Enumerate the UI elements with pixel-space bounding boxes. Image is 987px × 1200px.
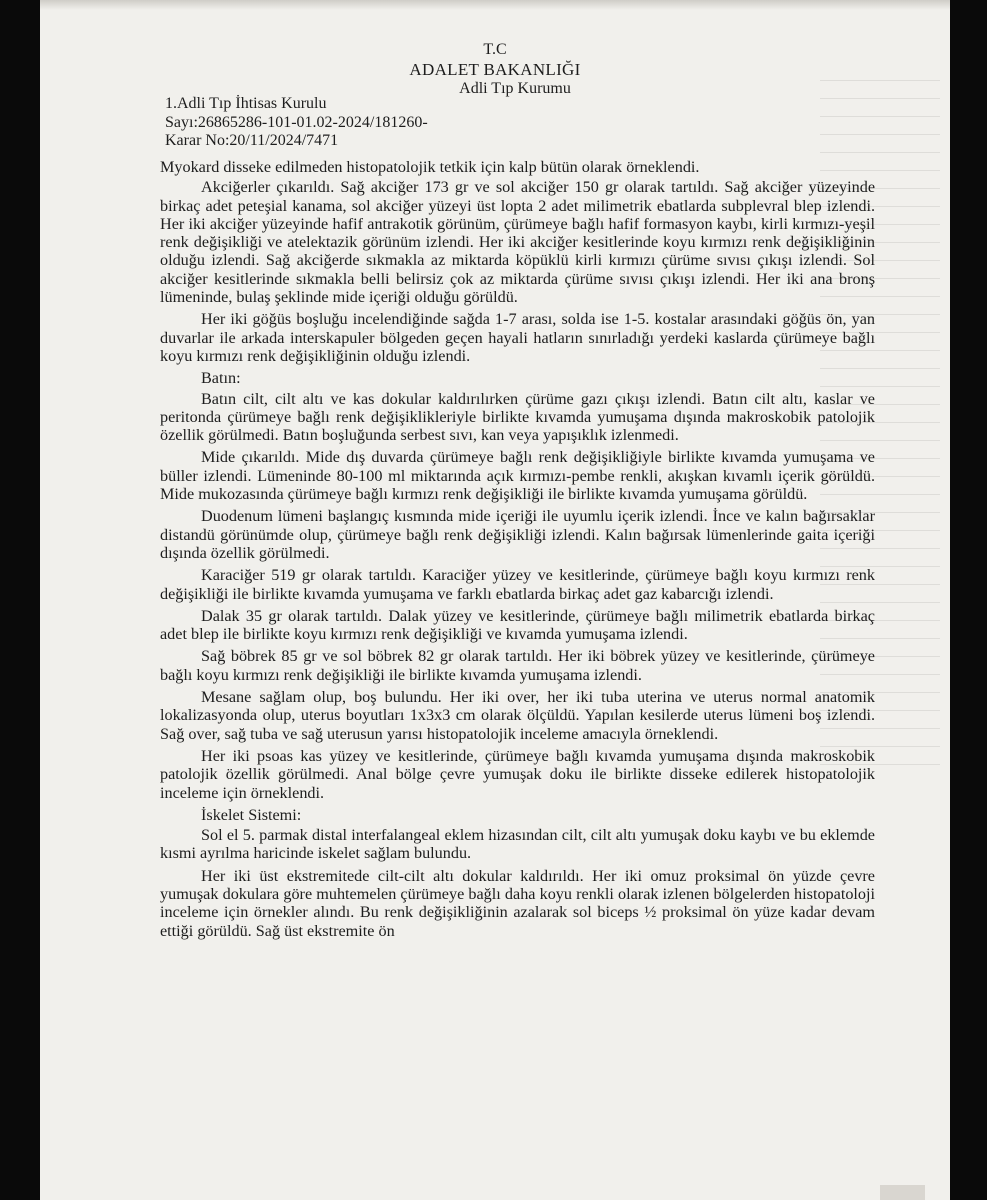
page-corner-mark (880, 1185, 925, 1200)
section-heading-skeleton: İskelet Sistemi: (201, 805, 302, 824)
paragraph-bladder-uterus: Mesane sağlam olup, boş bulundu. Her iki over, her iki tuba uterina ve uterus normal anatomik lokalizasyonda olup, uterus boyutları 1x3x3 cm olarak ölçüldü. Yapılan kesilerde uterus lümeni boş izlendi. Sağ over, sağ tuba ve sağ uterusun yarısı histopatolojik inceleme amacıyla örneklendi. (160, 688, 875, 743)
paragraph-spleen: Dalak 35 gr olarak tartıldı. Dalak yüzey ve kesitlerinde, çürümeye bağlı milimetrik ebatlarda birkaç adet blep ile birlikte koyu kırmızı renk değişikliği ve kıvamda yumuşama izlendi. (160, 606, 875, 644)
paragraph-heart: Myokard disseke edilmeden histopatolojik tetkik için kalp bütün olarak örneklendi. (160, 158, 700, 176)
paragraph-stomach: Mide çıkarıldı. Mide dış duvarda çürümeye bağlı renk değişikliğiyle birlikte kıvamda yumuşama ve büller izlendi. Lümeninde 80-100 ml miktarında açık kırmızı-pembe renkli, akışkan kıvamlı içerik görüldü. Mide mukozasında çürümeye bağlı kırmızı renk değişikliği ile birlikte kıvamda yumuşama görüldü. (160, 448, 875, 504)
header-line-institute: Adli Tıp Kurumu (459, 80, 571, 97)
document-page (40, 0, 950, 1200)
paragraph-kidneys: Sağ böbrek 85 gr ve sol böbrek 82 gr olarak tartıldı. Her iki böbrek yüzey ve kesitlerinde, çürümeye bağlı koyu kırmızı renk değişikliği ile birlikte kıvamda yumuşama izlendi. (160, 647, 875, 684)
board-name: 1.Adli Tıp İhtisas Kurulu (165, 95, 327, 112)
document-number: Sayı:26865286-101-01.02-2024/181260- (165, 113, 428, 131)
paragraph-lungs: Akciğerler çıkarıldı. Sağ akciğer 173 gr ve sol akciğer 150 gr olarak tartıldı. Sağ akciğer yüzeyinde birkaç adet peteşial kanama, sol akciğer yüzeyi üst lopta 2 adet milimetrik ebatlarda subplevral blep izlendi. Her iki akciğer yüzeyinde hafif antrakotik görünüm, çürümeye bağlı hafif formasyon kaybı, kirli kırmızı-yeşil renk değişikliği ve atelektazik görünüm izlendi. Her iki akciğer kesitlerinde koyu kırmızı renk değişikliğinin olduğu izlendi. Sağ akciğerde sıkmakla az miktarda köpüklü kirli kırmızı çürüme sıvısı çıkışı izlendi. Sol akciğer kesitlerinde sıkmakla belli belirsiz çok az miktarda çürüme sıvısı çıkışı izlendi. Her iki ana bronş lümeninde, bulaş şeklinde mide içeriği olduğu görüldü. (160, 178, 875, 307)
paragraph-upper-extremities: Her iki üst ekstremitede cilt-cilt altı dokular kaldırıldı. Her iki omuz proksimal ön yüzde çevre yumuşak dokulara göre muhtemelen çürümeye bağlı daha koyu renkli olarak izlenen bölgelerden histopatoloji inceleme için örnekler alındı. Bu renk değişikliğinin azalarak sol biceps ½ proksimal ön yüze kadar devam ettiği görüldü. Sağ üst ekstremite ön (160, 866, 875, 940)
letterhead (40, 40, 950, 98)
paragraph-hand: Sol el 5. parmak distal interfalangeal eklem hizasından cilt, cilt altı yumuşak doku kaybı ve bu eklemde kısmi ayrılma haricinde iskelet sağlam bulundu. (160, 826, 875, 863)
paragraph-psoas: Her iki psoas kas yüzey ve kesitlerinde, çürümeye bağlı kıvamda yumuşama dışında makroskobik patolojik özellik görülmedi. Anal bölge çevre yumuşak doku ile birlikte disseke edilerek histopatolojik inceleme için örneklendi. (160, 746, 875, 802)
decision-number: Karar No:20/11/2024/7471 (165, 132, 339, 149)
paragraph-abdomen: Batın cilt, cilt altı ve kas dokular kaldırılırken çürüme gazı çıkışı izlendi. Batın cilt altı, kaslar ve peritonda çürümeye bağlı renk değişiklikleriyle birlikte kıvamda yumuşama dışında makroskobik patolojik özellik görülmedi. Batın boşluğunda serbest sıvı, kan veya yapışıklık izlenmedi. (160, 389, 875, 445)
paragraph-chest-cavity: Her iki göğüs boşluğu incelendiğinde sağda 1-7 arası, solda ise 1-5. kostalar arasındaki göğüs ön, yan duvarlar ile arkada interskapuler bölgeden geçen hayali hatların sınırladığı yerdeki kaslarda çürümeye bağlı koyu kırmızı renk değişikliğinin olduğu izlendi. (160, 310, 875, 365)
document-meta (165, 95, 428, 151)
paragraph-liver: Karaciğer 519 gr olarak tartıldı. Karaciğer yüzey ve kesitlerinde, çürümeye bağlı koyu kırmızı renk değişikliği ile birlikte kıvamda yumuşama ve farklı ebatlarda birkaç adet gaz kabarcığı izlendi. (160, 566, 875, 603)
header-line-tc: T.C (483, 41, 507, 58)
paragraph-intestines: Duodenum lümeni başlangıç kısmında mide içeriği ile uyumlu içerik izlendi. İnce ve kalın bağırsaklar distandü görünümde olup, çürümeye bağlı renk değişikliği izlendi. Kalın bağırsak lümenlerinde gaita içeriği dışında özellik görülmedi. (160, 507, 875, 562)
header-line-ministry: ADALET BAKANLIĞI (409, 60, 581, 79)
report-body (160, 158, 875, 944)
section-heading-abdomen: Batın: (201, 369, 241, 388)
